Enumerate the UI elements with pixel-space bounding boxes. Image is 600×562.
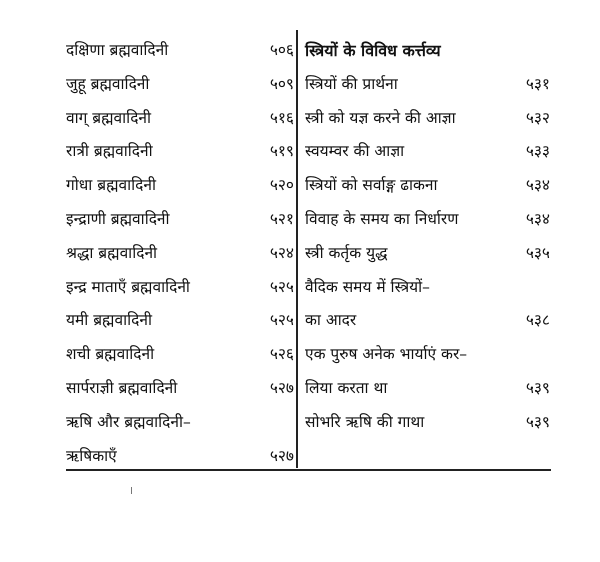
entry-page: ५२५ — [269, 311, 294, 330]
right-column — [303, 34, 550, 440]
entry-page: ५३१ — [525, 74, 550, 93]
entry-title: शची ब्रह्मवादिनी — [66, 345, 155, 364]
entry-page: ५१९ — [269, 142, 294, 161]
toc-entry — [66, 372, 294, 406]
entry-page: ५२७ — [269, 446, 294, 465]
print-mark — [131, 487, 132, 494]
toc-entry — [66, 406, 294, 440]
toc-entry — [66, 169, 294, 203]
entry-page: ५३९ — [525, 412, 550, 431]
entry-page: ५२४ — [269, 243, 294, 262]
toc-entry — [66, 237, 294, 271]
column-divider — [296, 30, 298, 468]
entry-title: स्त्री को यज्ञ करने की आज्ञा — [305, 108, 456, 127]
entry-page: ५२० — [269, 176, 294, 195]
entry-page: ५२५ — [269, 277, 294, 296]
entry-title: स्त्रियों की प्रार्थना — [305, 74, 398, 93]
entry-title: स्वयम्वर की आज्ञा — [305, 142, 405, 161]
toc-entry — [66, 304, 294, 338]
toc-entry — [303, 203, 550, 237]
toc-entry — [303, 68, 550, 102]
toc-entry — [303, 271, 550, 305]
entry-title: स्त्रियों को सर्वाङ्ग ढाकना — [305, 176, 438, 195]
entry-title: वाग् ब्रह्मवादिनी — [66, 108, 152, 127]
toc-entry — [66, 68, 294, 102]
entry-title: गोधा ब्रह्मवादिनी — [66, 176, 156, 195]
section-heading-text: स्त्रियों के विविध कर्त्तव्य — [305, 41, 441, 60]
toc-entry — [303, 135, 550, 169]
entry-page: ५३५ — [525, 243, 550, 262]
entry-page: ५०९ — [269, 74, 294, 93]
entry-title: स्त्री कर्तृक युद्ध — [305, 243, 388, 262]
toc-entry — [66, 271, 294, 305]
toc-entry — [303, 169, 550, 203]
section-heading — [303, 34, 550, 68]
entry-title: ऋषि और ब्रह्मवादिनी– — [66, 412, 191, 431]
toc-entry — [303, 304, 550, 338]
entry-title: जुहू ब्रह्मवादिनी — [66, 74, 150, 93]
entry-title: वैदिक समय में स्त्रियों– — [305, 277, 430, 296]
entry-title: रात्री ब्रह्मवादिनी — [66, 142, 153, 161]
toc-entry — [66, 135, 294, 169]
entry-title: एक पुरुष अनेक भार्याएं कर– — [305, 345, 468, 364]
entry-title: सोभरि ऋषि की गाथा — [305, 412, 425, 431]
left-column — [66, 34, 294, 473]
toc-entry — [303, 406, 550, 440]
entry-title: का आदर — [305, 311, 357, 330]
entry-title: श्रद्धा ब्रह्मवादिनी — [66, 243, 158, 262]
toc-entry — [66, 203, 294, 237]
toc-entry — [303, 237, 550, 271]
entry-title: लिया करता था — [305, 378, 388, 397]
toc-entry — [303, 338, 550, 372]
entry-title: इन्द्राणी ब्रह्मवादिनी — [66, 209, 170, 228]
toc-entry — [66, 338, 294, 372]
entry-page: ५२१ — [269, 209, 294, 228]
entry-page: ५०६ — [269, 41, 294, 59]
entry-title: विवाह के समय का निर्धारण — [305, 209, 459, 228]
toc-entry — [66, 102, 294, 136]
entry-page: ५३८ — [525, 311, 550, 330]
toc-entry — [66, 34, 294, 68]
entry-title: सार्पराज्ञी ब्रह्मवादिनी — [66, 378, 178, 397]
entry-page: ५३२ — [525, 108, 550, 127]
entry-page: ५३४ — [525, 176, 550, 195]
entry-page: ५३३ — [525, 142, 550, 161]
toc-entry — [303, 372, 550, 406]
entry-page: ५१६ — [269, 108, 294, 127]
entry-title: इन्द्र माताएँ ब्रह्मवादिनी — [66, 277, 190, 296]
entry-page: ५३४ — [525, 209, 550, 228]
entry-title: दक्षिणा ब्रह्मवादिनी — [66, 41, 169, 59]
bottom-rule — [66, 469, 551, 471]
entry-title: ऋषिकाएँ — [66, 446, 117, 465]
entry-page: ५२६ — [269, 345, 294, 364]
toc-entry — [303, 102, 550, 136]
entry-page: ५२७ — [269, 378, 294, 397]
entry-title: यमी ब्रह्मवादिनी — [66, 311, 152, 330]
entry-page: ५३९ — [525, 378, 550, 397]
